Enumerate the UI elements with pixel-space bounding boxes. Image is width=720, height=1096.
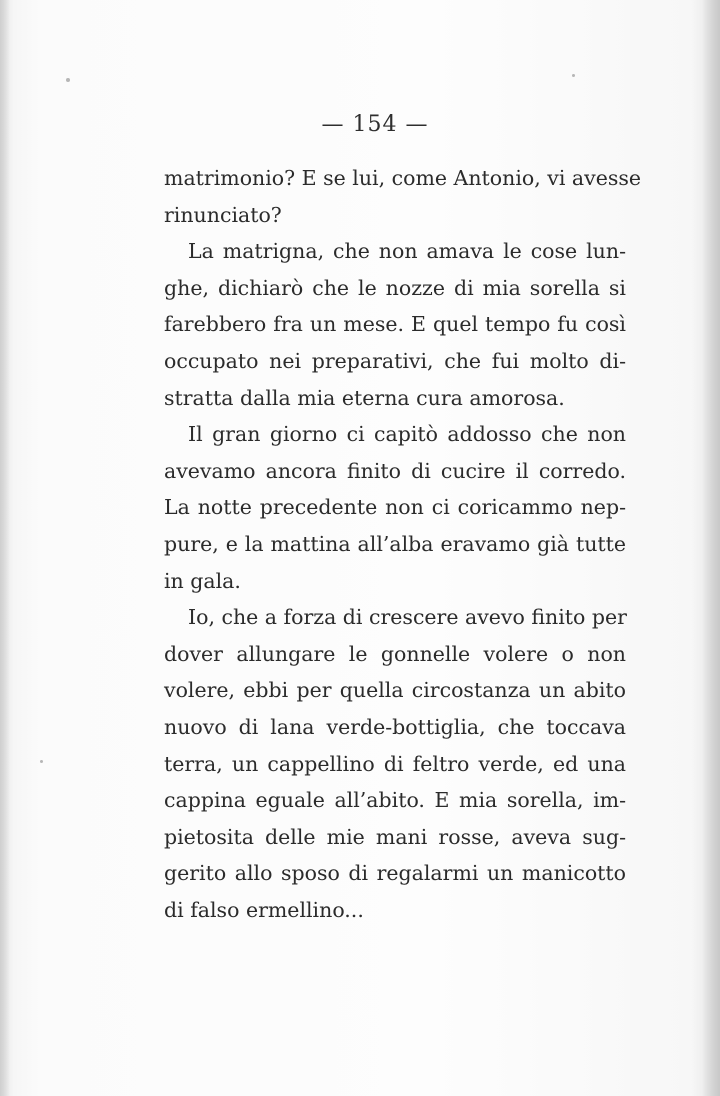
text-line: pietosita delle mie mani rosse, aveva sug- [164, 824, 626, 849]
text-line: La notte precedente non ci coricammo nep- [164, 495, 626, 520]
text-line: La matrigna, che non amava le cose lun- [188, 239, 626, 264]
text-line: di falso ermellino... [164, 897, 364, 922]
text-line: occupato nei preparativi, che fui molto di- [164, 348, 626, 373]
text-line: terra, un cappellino di feltro verde, ed una [164, 751, 626, 776]
text-line: volere, ebbi per quella circostanza un abito [164, 678, 626, 703]
page-number: — 154 — [321, 112, 429, 137]
page-left-shadow [0, 0, 10, 1096]
page-right-shadow [702, 0, 720, 1096]
text-line: ghe, dichiarò che le nozze di mia sorella si [164, 275, 626, 300]
text-line: Io, che a forza di crescere avevo finito per [188, 605, 627, 630]
text-line: matrimonio? E se lui, come Antonio, vi avesse [164, 166, 642, 190]
text-line: pure, e la mattina all’alba eravamo già tutte [164, 531, 626, 556]
text-line: farebbero fra un mese. E quel tempo fu così [164, 312, 626, 337]
text-line: dover allungare le gonnelle volere o non [164, 641, 626, 666]
text-line: rinunciato? [164, 202, 282, 227]
text-line: avevamo ancora finito di cucire il corredo. [164, 458, 626, 483]
paper-speck [40, 760, 43, 763]
paper-speck [572, 74, 575, 77]
text-line: in gala. [164, 568, 241, 593]
paper-speck [66, 78, 70, 82]
text-line: Il gran giorno ci capitò addosso che non [188, 422, 626, 447]
body-text [164, 160, 642, 928]
text-line: stratta dalla mia eterna cura amorosa. [164, 385, 565, 410]
text-line: gerito allo sposo di regalarmi un manicotto [164, 861, 626, 886]
text-line: cappina eguale all’abito. E mia sorella, im- [164, 788, 626, 813]
text-line: nuovo di lana verde-bottiglia, che toccava [164, 714, 626, 739]
